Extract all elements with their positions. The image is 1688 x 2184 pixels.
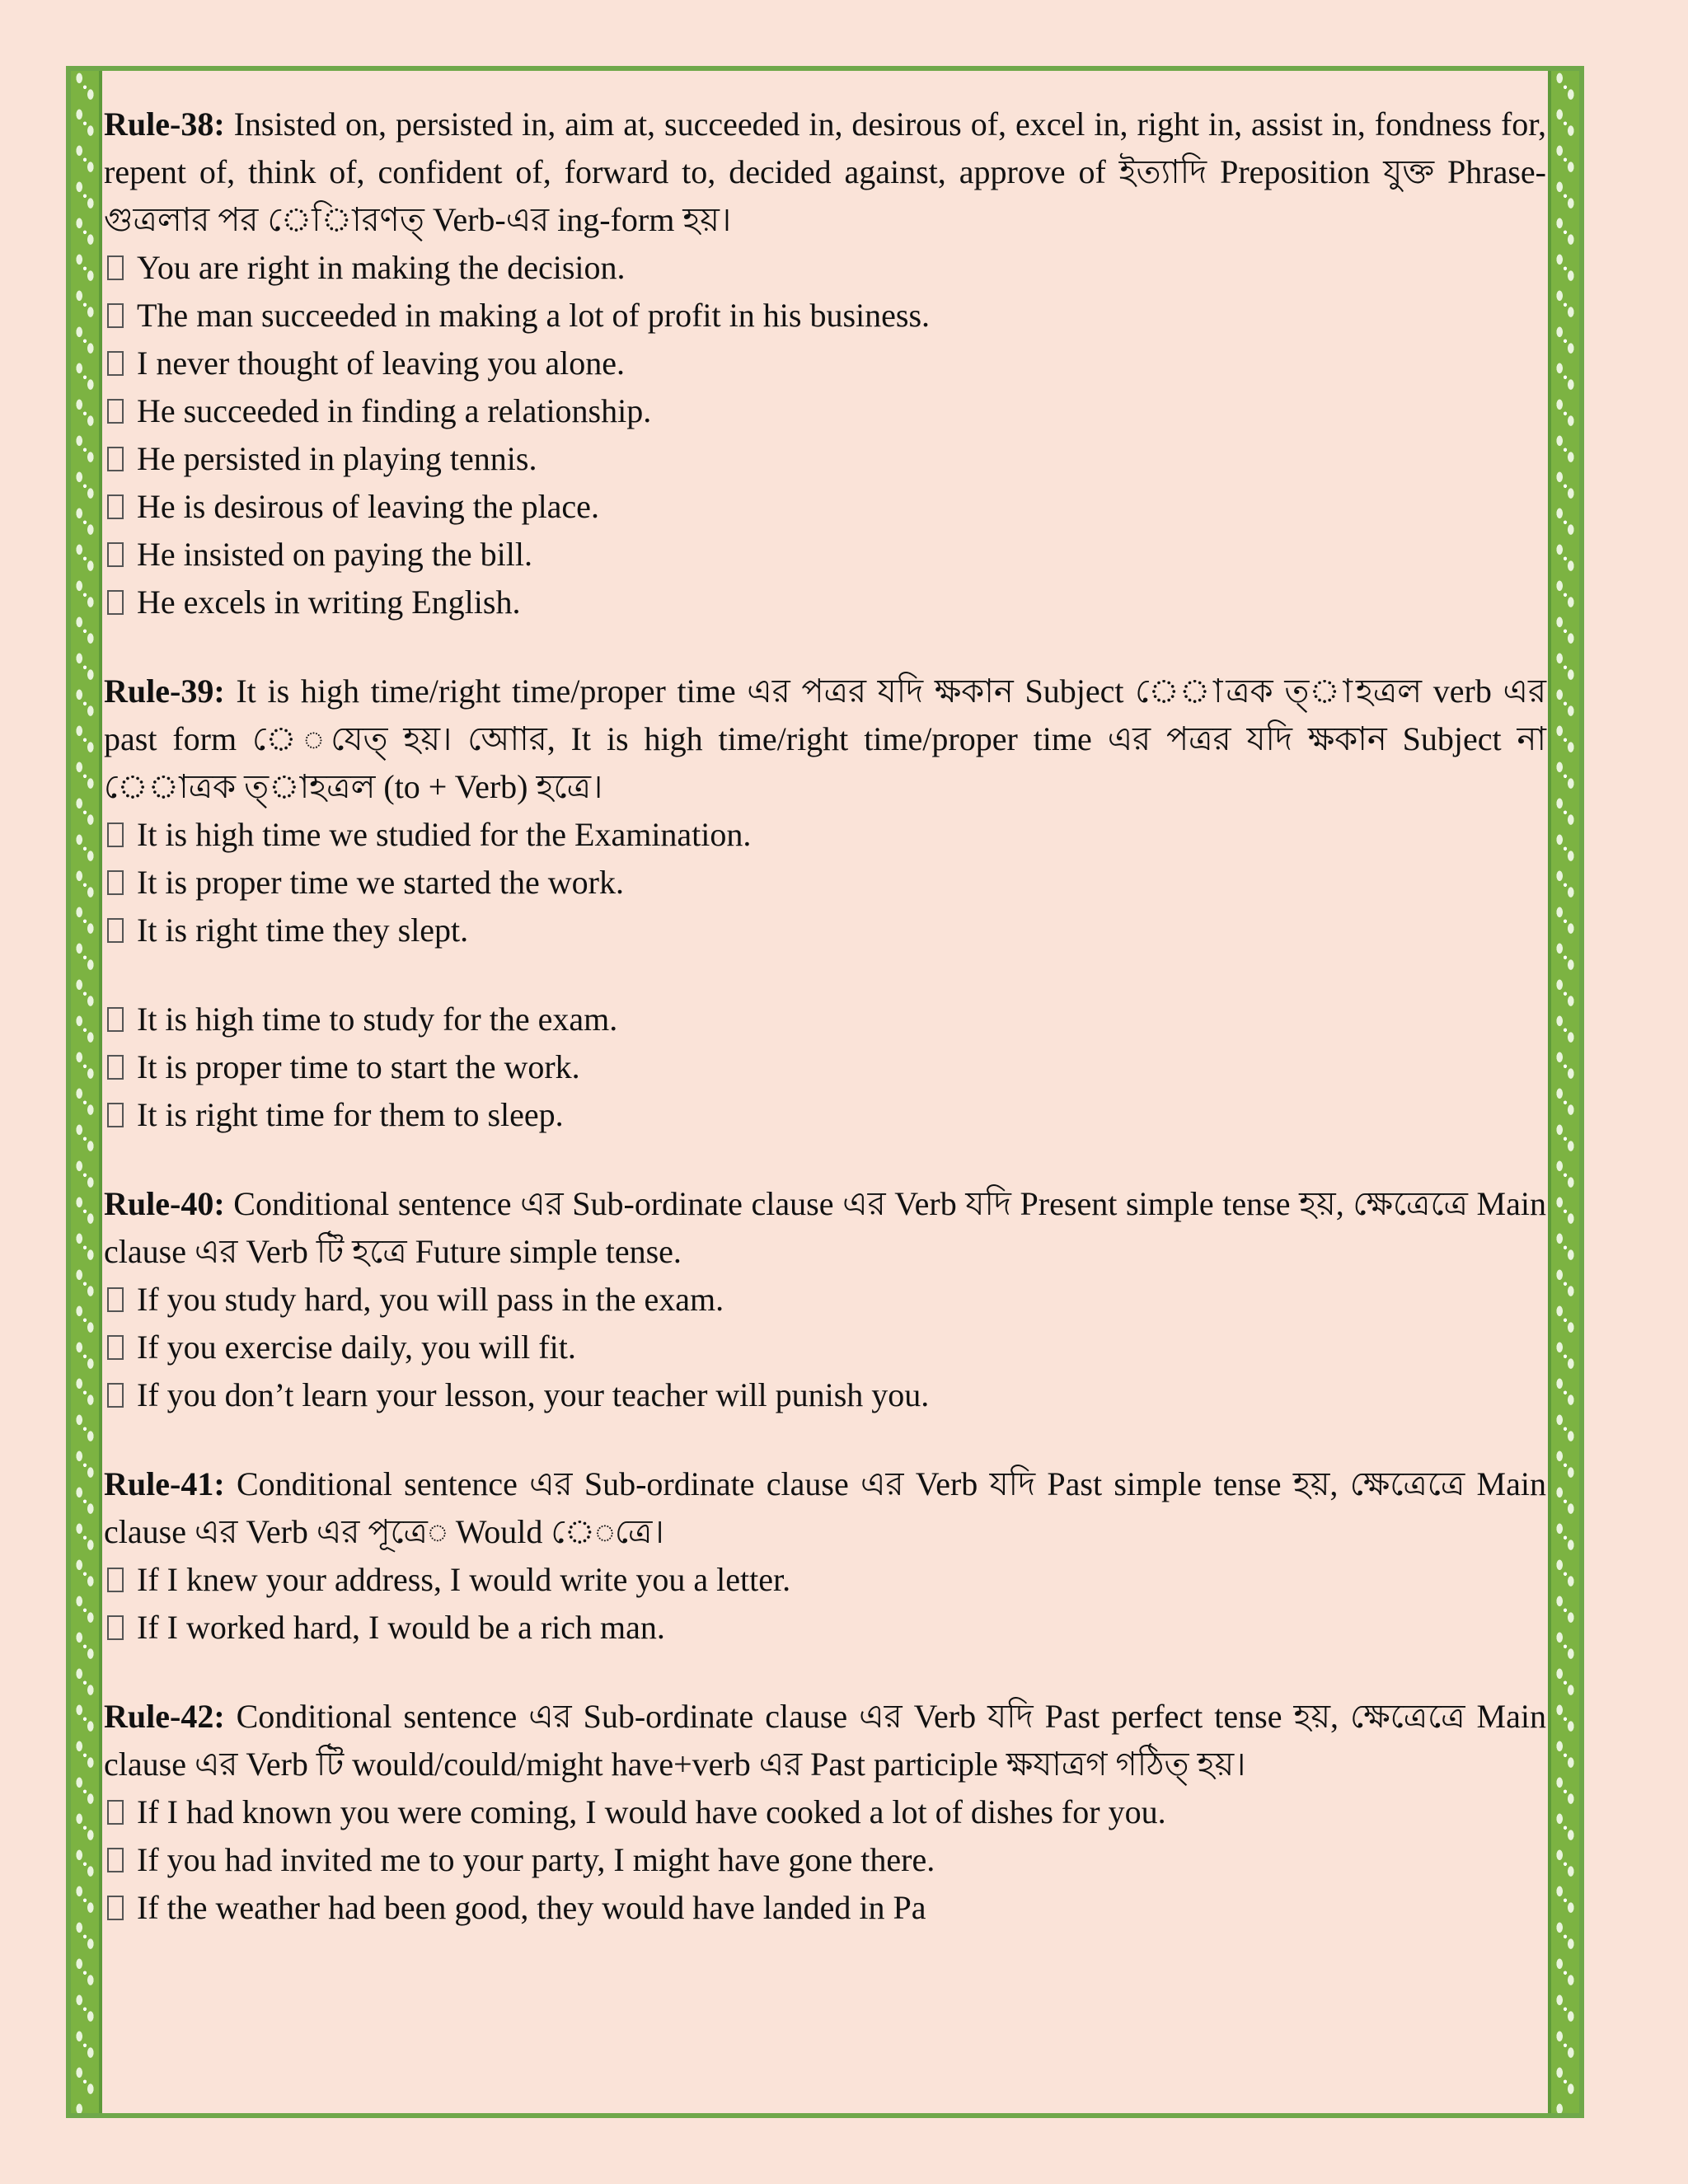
missing-glyph-box-icon (107, 542, 124, 567)
example-sentence: He insisted on paying the bill. (137, 536, 532, 573)
missing-glyph-box-icon (107, 1800, 124, 1825)
example-sentence: He is desirous of leaving the place. (137, 488, 599, 525)
example-sentence: He excels in writing English. (137, 583, 521, 621)
example-sentence: If I knew your address, I would write you a letter. (137, 1561, 791, 1598)
rule-label: Rule-42: (104, 1698, 225, 1735)
example-item (104, 531, 1546, 579)
right-vine-border (1551, 71, 1579, 2113)
missing-glyph-box-icon (107, 1335, 124, 1360)
example-sentence: If I worked hard, I would be a rich man. (137, 1609, 665, 1646)
example-sentence: I never thought of leaving you alone. (137, 344, 626, 382)
rule-label: Rule-40: (104, 1185, 225, 1222)
example-item (104, 292, 1546, 340)
example-item (104, 907, 1546, 954)
example-list (104, 1276, 1546, 1419)
rule-text: Conditional sentence এর Sub-ordinate clause এর Verb যদি Past perfect tense হয়, ক্ষেত্রেত্রে Main clause এর Verb টি would/could/might have+verb এর Past participle ক্ষযাত্রগ গঠিত্ হয়। (104, 1698, 1546, 1783)
example-sentence: It is high time to study for the exam. (137, 1001, 618, 1038)
example-item (104, 1324, 1546, 1371)
example-item (104, 996, 1546, 1043)
rule-label: Rule-41: (104, 1465, 225, 1502)
example-sentence: If you study hard, you will pass in the exam. (137, 1281, 724, 1318)
example-sentence: If the weather had been good, they would have landed in Pa (137, 1889, 926, 1926)
missing-glyph-box-icon (107, 1287, 124, 1312)
example-item (104, 483, 1546, 531)
example-item (104, 859, 1546, 907)
example-sentence: It is proper time we started the work. (137, 864, 624, 901)
example-sentence: It is right time they slept. (137, 912, 469, 949)
missing-glyph-box-icon (107, 1055, 124, 1080)
example-sentence: It is right time for them to sleep. (137, 1096, 564, 1133)
rule-text: Conditional sentence এর Sub-ordinate clause এর Verb যদি Past simple tense হয়, ক্ষেত্রেত্রে Main clause এর Verb এর পূত্রে◌ Would ে◌ত্রে। (104, 1465, 1546, 1550)
missing-glyph-box-icon (107, 447, 124, 471)
example-item (104, 1884, 1546, 1932)
example-item (104, 1371, 1546, 1419)
example-sentence: It is high time we studied for the Examination. (137, 816, 752, 853)
example-sentence: If you don’t learn your lesson, your teacher will punish you. (137, 1376, 930, 1413)
rule-description (104, 668, 1546, 811)
example-item (104, 1836, 1546, 1884)
example-list (104, 811, 1546, 954)
example-item (104, 1556, 1546, 1604)
rule-block (104, 101, 1546, 626)
rule-block (104, 1693, 1546, 1932)
example-sentence: You are right in making the decision. (137, 249, 626, 286)
rule-description (104, 1180, 1546, 1276)
example-item (104, 244, 1546, 292)
rule-label: Rule-38: (104, 105, 225, 143)
missing-glyph-box-icon (107, 823, 124, 847)
missing-glyph-box-icon (107, 1896, 124, 1920)
example-sentence: He persisted in playing tennis. (137, 440, 537, 477)
example-list (104, 244, 1546, 626)
missing-glyph-box-icon (107, 1848, 124, 1872)
missing-glyph-box-icon (107, 590, 124, 615)
example-sentence: It is proper time to start the work. (137, 1048, 580, 1085)
missing-glyph-box-icon (107, 351, 124, 376)
rule-label: Rule-39: (104, 673, 225, 710)
missing-glyph-box-icon (107, 303, 124, 328)
left-inner-border (99, 71, 102, 2113)
example-item (104, 811, 1546, 859)
rule-block (104, 1180, 1546, 1419)
example-list (104, 1556, 1546, 1652)
missing-glyph-box-icon (107, 870, 124, 895)
missing-glyph-box-icon (107, 255, 124, 280)
example-list (104, 996, 1546, 1139)
missing-glyph-box-icon (107, 918, 124, 943)
example-sentence: If I had known you were coming, I would have cooked a lot of dishes for you. (137, 1793, 1166, 1830)
left-vine-border (71, 71, 99, 2113)
example-item (104, 387, 1546, 435)
example-item (104, 435, 1546, 483)
rule-description (104, 1460, 1546, 1556)
page-border (66, 66, 1584, 2118)
rule-text: Insisted on, persisted in, aim at, succeeded in, desirous of, excel in, right in, assist in, fondness for, repent of, think of, confident of, forward to, decided against, approve of ইত্যাদি Preposition যুক্ত Phrase-গুত্রলার পর ে◌ািরণত্ Verb-এর ing-form হয়। (104, 105, 1546, 238)
example-item (104, 1604, 1546, 1652)
missing-glyph-box-icon (107, 1007, 124, 1032)
example-item (104, 1091, 1546, 1139)
example-sentence: If you had invited me to your party, I might have gone there. (137, 1841, 935, 1878)
example-sentence: If you exercise daily, you will fit. (137, 1329, 576, 1366)
rule-description (104, 101, 1546, 244)
rule-block (104, 1460, 1546, 1652)
document-content (104, 101, 1546, 1973)
missing-glyph-box-icon (107, 494, 124, 519)
rule-text: Conditional sentence এর Sub-ordinate clause এর Verb যদি Present simple tense হয়, ক্ষেত্রেত্রে Main clause এর Verb টি হত্রে Future simple tense. (104, 1185, 1546, 1270)
example-list (104, 1788, 1546, 1932)
missing-glyph-box-icon (107, 1615, 124, 1640)
example-item (104, 340, 1546, 387)
missing-glyph-box-icon (107, 1568, 124, 1592)
right-inner-border (1548, 71, 1551, 2113)
example-item (104, 579, 1546, 626)
missing-glyph-box-icon (107, 399, 124, 424)
example-sentence: The man succeeded in making a lot of profit in his business. (137, 297, 931, 334)
rule-description (104, 1693, 1546, 1788)
example-item (104, 1788, 1546, 1836)
rule-text: It is high time/right time/proper time এর পত্রর যদি ক্ষকান Subject ে◌াত্রক ত্◌াহত্রল verb এর past form ে◌যেত্ হয়। আোর, It is high time/right time/proper time এর পত্রর যদি ক্ষকান Subject না ে◌াত্রক ত্◌াহত্রল (to + Verb) হত্রে। (104, 673, 1546, 805)
example-item (104, 1043, 1546, 1091)
rule-block (104, 668, 1546, 1139)
missing-glyph-box-icon (107, 1103, 124, 1127)
missing-glyph-box-icon (107, 1383, 124, 1408)
example-sentence: He succeeded in finding a relationship. (137, 392, 652, 429)
example-item (104, 1276, 1546, 1324)
